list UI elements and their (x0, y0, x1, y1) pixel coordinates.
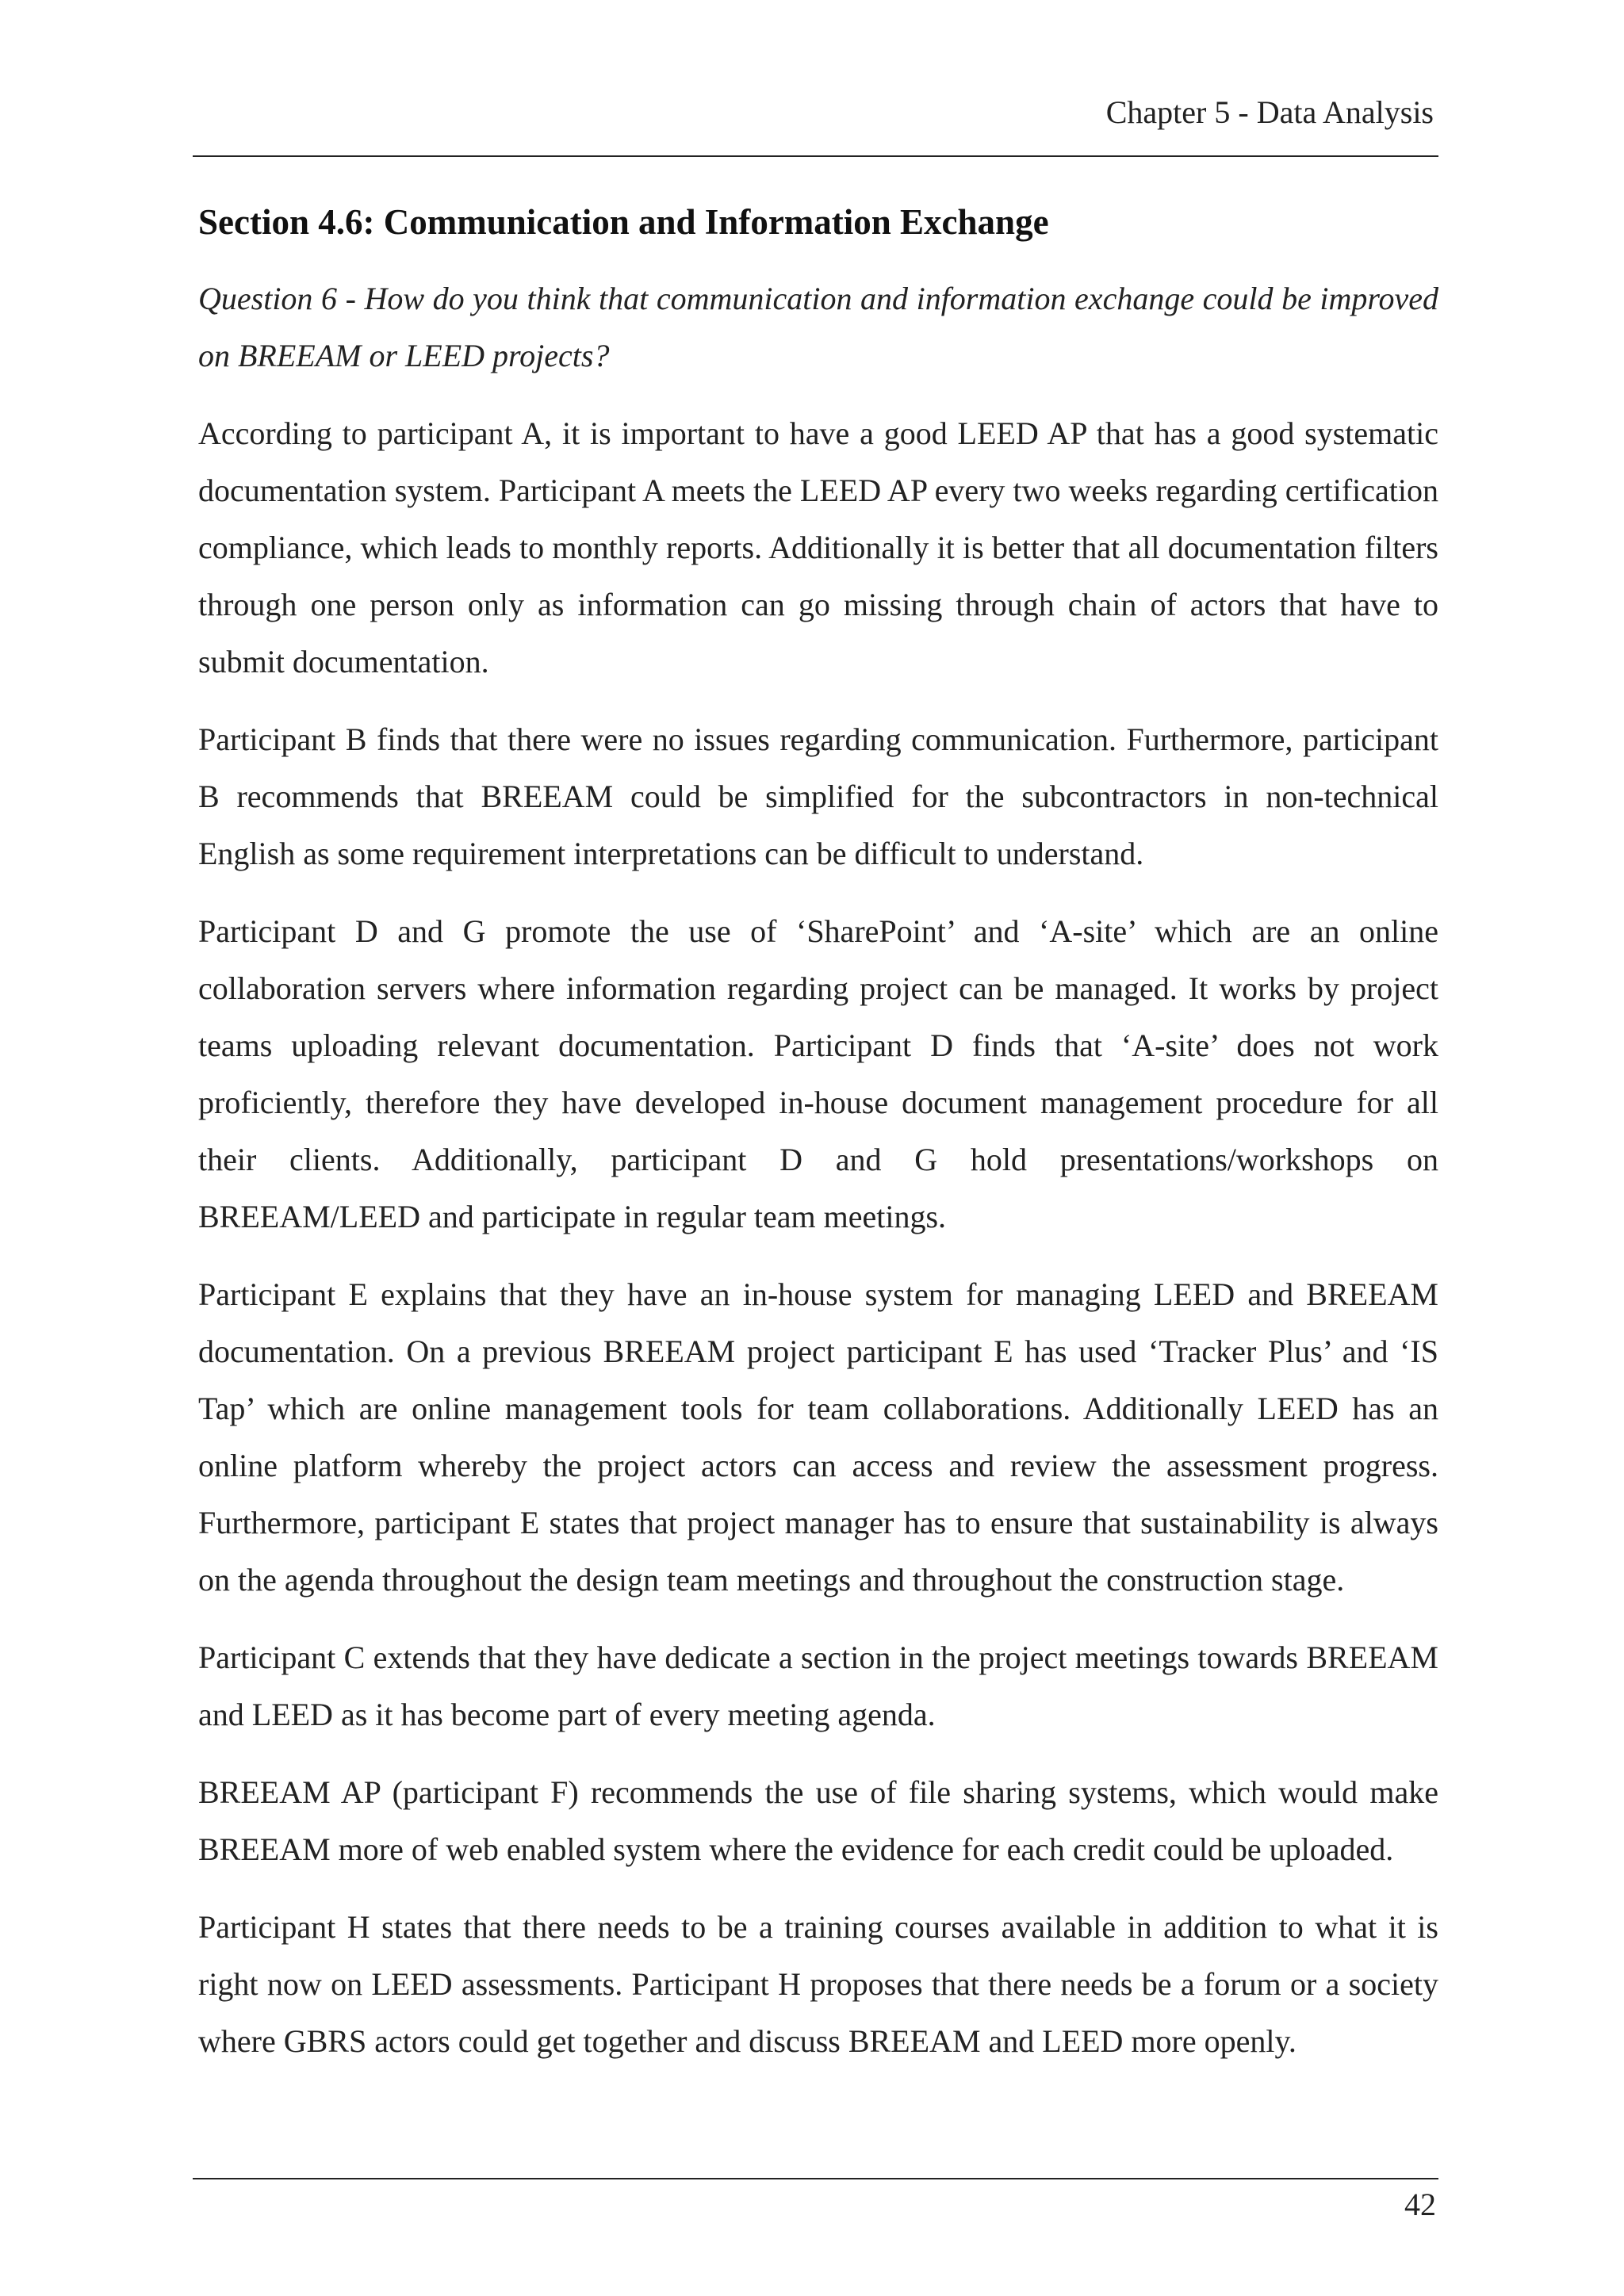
paragraph-participant-e: Participant E explains that they have an in-house system for managing LEED and BREEAM documentation. On a previous BREEAM project participant E has used ‘Tracker Plus’ and ‘IS Tap’ which are online management tools for team collaborations. Additionally LEED has an online platform whereby the project actors can access and review the assessment progress. Furthermore, participant E states that project manager has to ensure that sustainability is always on the agenda throughout the design team meetings and throughout the construction stage. (198, 1276, 1438, 1598)
paragraph-participant-c: Participant C extends that they have dedicate a section in the project meetings towards BREEAM and LEED as it has become part of every meeting agenda. (198, 1640, 1438, 1732)
paragraph-participant-h: Participant H states that there needs to be a training courses available in addition to what it is right now on LEED assessments. Participant H proposes that there needs be a forum or a society where GBRS actors could get together and discuss BREEAM and LEED more openly. (198, 1909, 1438, 2059)
header-rule (193, 155, 1438, 157)
paragraph-participant-d-g: Participant D and G promote the use of ‘SharePoint’ and ‘A-site’ which are an online collaboration servers where information regarding project can be managed. It works by project teams uploading relevant documentation. Participant D finds that ‘A-site’ does not work proficiently, therefore they have developed in-house document management procedure for all their clients. Additionally, participant D and G hold presentations/workshops on BREEAM/LEED and participate in regular team meetings. (198, 913, 1438, 1234)
paragraph-participant-a: According to participant A, it is important to have a good LEED AP that has a good systematic documentation system. Participant A meets the LEED AP every two weeks regarding certification compliance, which leads to monthly reports. Additionally it is better that all documentation filters through one person only as information can go missing through chain of actors that have to submit documentation. (198, 415, 1438, 679)
section-heading: Section 4.6: Communication and Information Exchange (198, 202, 1049, 242)
footer-rule (193, 2178, 1438, 2179)
paragraph-participant-b: Participant B finds that there were no issues regarding communication. Furthermore, participant B recommends that BREEAM could be simplified for the subcontractors in non-technical English as some requirement interpretations can be difficult to understand. (198, 721, 1438, 871)
question-text: Question 6 - How do you think that communication and information exchange could be improved on BREEAM or LEED projects? (198, 281, 1438, 373)
paragraph-participant-f: BREEAM AP (participant F) recommends the use of file sharing systems, which would make BREEAM more of web enabled system where the evidence for each credit could be uploaded. (198, 1774, 1438, 1867)
page-number: 42 (1404, 2187, 1436, 2222)
running-head: Chapter 5 - Data Analysis (1105, 94, 1434, 130)
page-body (198, 194, 1438, 2070)
